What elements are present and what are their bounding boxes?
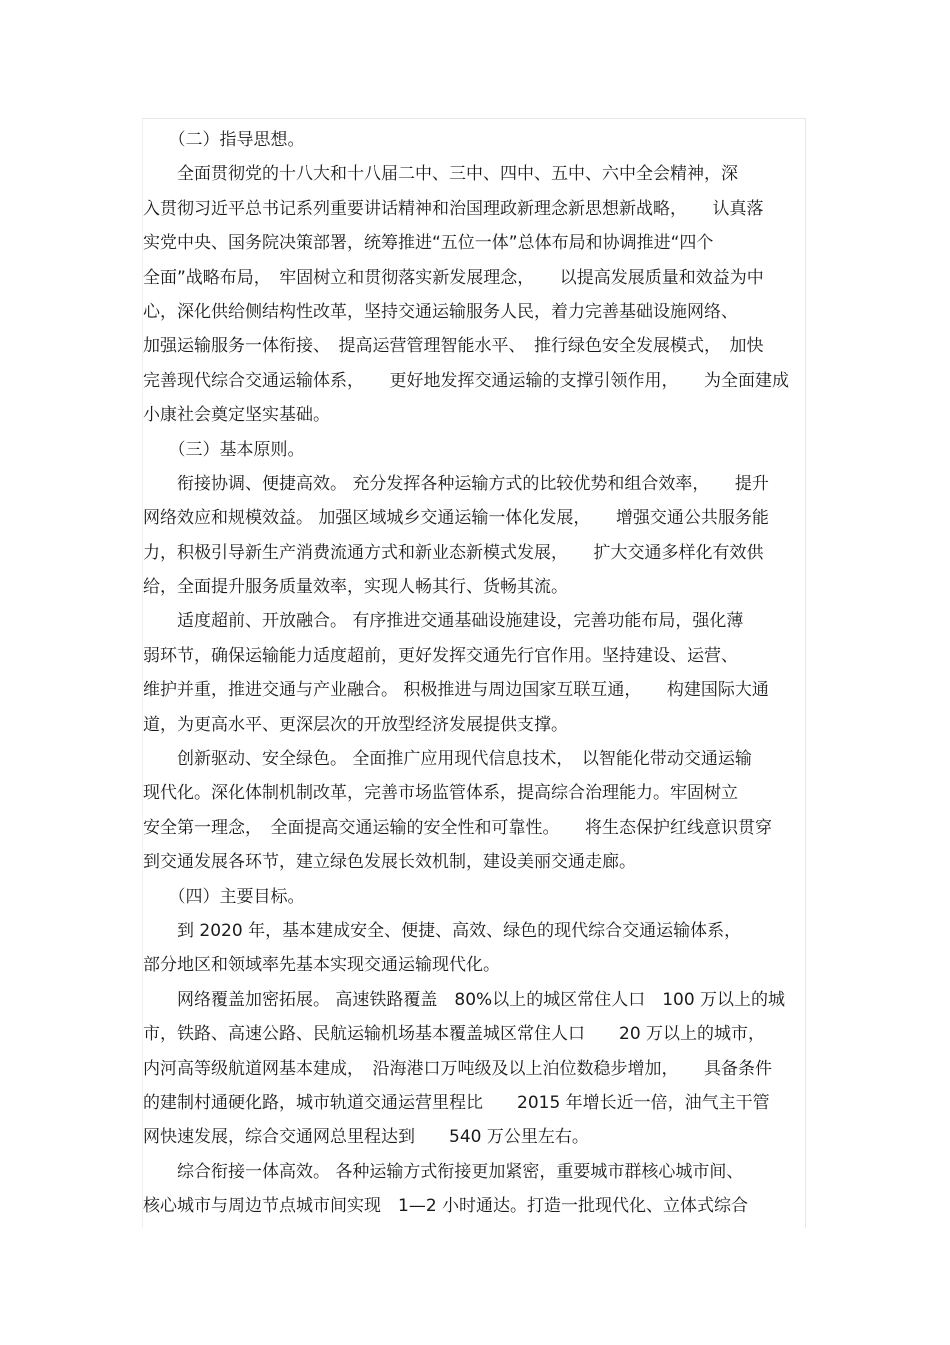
text-line: 完善现代综合交通运输体系， 更好地发挥交通运输的支撑引领作用， 为全面建成 — [143, 370, 789, 391]
text-line: 到交通发展各环节，建立绿色发展长效机制，建设美丽交通走廊。 — [143, 852, 636, 873]
text-line: 市，铁路、高速公路、民航运输机场基本覆盖城区常住人口 20 万以上的城市， — [143, 1024, 766, 1045]
text-line: 小康社会奠定坚实基础。 — [143, 405, 330, 426]
text-line: （二）指导思想。 — [143, 130, 305, 150]
text-line: 道，为更高水平、更深层次的开放型经济发展提供支撑。 — [143, 714, 568, 735]
text-line: 部分地区和领域率先基本实现交通运输现代化。 — [143, 955, 500, 976]
text-line: （四）主要目标。 — [143, 886, 305, 907]
text-line: 全面贯彻党的十八大和十八届二中、三中、四中、五中、六中全会精神，深 — [143, 164, 738, 185]
text-line: 网络效应和规模效益。 加强区域城乡交通运输一体化发展， 增强交通公共服务能 — [143, 508, 769, 529]
document-body — [143, 123, 807, 1224]
text-line: 综合衔接一体高效。 各种运输方式衔接更加紧密，重要城市群核心城市间、 — [143, 1161, 744, 1182]
text-line: 实党中央、国务院决策部署，统筹推进“五位一体”总体布局和协调推进“四个 — [143, 233, 714, 254]
text-line: 弱环节，确保运输能力适度超前，更好发挥交通先行官作用。坚持建设、运营、 — [143, 645, 738, 666]
text-line: 衔接协调、便捷高效。 充分发挥各种运输方式的比较优势和组合效率， 提升 — [143, 473, 769, 494]
text-line: 现代化。深化体制机制改革，完善市场监管体系，提高综合治理能力。牢固树立 — [143, 783, 738, 804]
text-line: 心，深化供给侧结构性改革，坚持交通运输服务人民，着力完善基础设施网络、 — [143, 301, 738, 322]
text-line: 力，积极引导新生产消费流通方式和新业态新模式发展， 扩大交通多样化有效供 — [143, 542, 764, 563]
text-line: 到 2020 年，基本建成安全、便捷、高效、绿色的现代综合交通运输体系， — [143, 920, 742, 941]
text-line: 网络覆盖加密拓展。 高速铁路覆盖 80%以上的城区常住人口 100 万以上的城 — [143, 989, 786, 1010]
text-line: （三）基本原则。 — [143, 439, 305, 460]
text-line: 创新驱动、安全绿色。 全面推广应用现代信息技术， 以智能化带动交通运输 — [143, 749, 752, 770]
text-line: 内河高等级航道网基本建成， 沿海港口万吨级及以上泊位数稳步增加， 具备条件 — [143, 1058, 772, 1079]
text-line: 适度超前、开放融合。 有序推进交通基础设施建设，完善功能布局，强化薄 — [143, 611, 744, 632]
text-line: 全面”战略布局， 牢固树立和贯彻落实新发展理念， 以提高发展质量和效益为中 — [143, 267, 764, 288]
text-line: 的建制村通硬化路，城市轨道交通运营里程比 2015 年增长近一倍，油气主干管 — [143, 1092, 770, 1113]
text-line: 加强运输服务一体衔接、 提高运营管理智能水平、 推行绿色安全发展模式， 加快 — [143, 336, 764, 357]
text-line: 入贯彻习近平总书记系列重要讲话精神和治国理政新理念新思想新战略， 认真落 — [143, 198, 764, 219]
text-line: 核心城市与周边节点城市间实现 1—2 小时通达。打造一批现代化、立体式综合 — [143, 1196, 749, 1217]
text-line: 安全第一理念， 全面提高交通运输的安全性和可靠性。 将生态保护红线意识贯穿 — [143, 817, 772, 838]
text-line: 给，全面提升服务质量效率，实现人畅其行、货畅其流。 — [143, 577, 568, 598]
text-line: 网快速发展，综合交通网总里程达到 540 万公里左右。 — [143, 1127, 589, 1148]
text-line: 维护并重，推进交通与产业融合。 积极推进与周边国家互联互通， 构建国际大通 — [143, 680, 769, 701]
